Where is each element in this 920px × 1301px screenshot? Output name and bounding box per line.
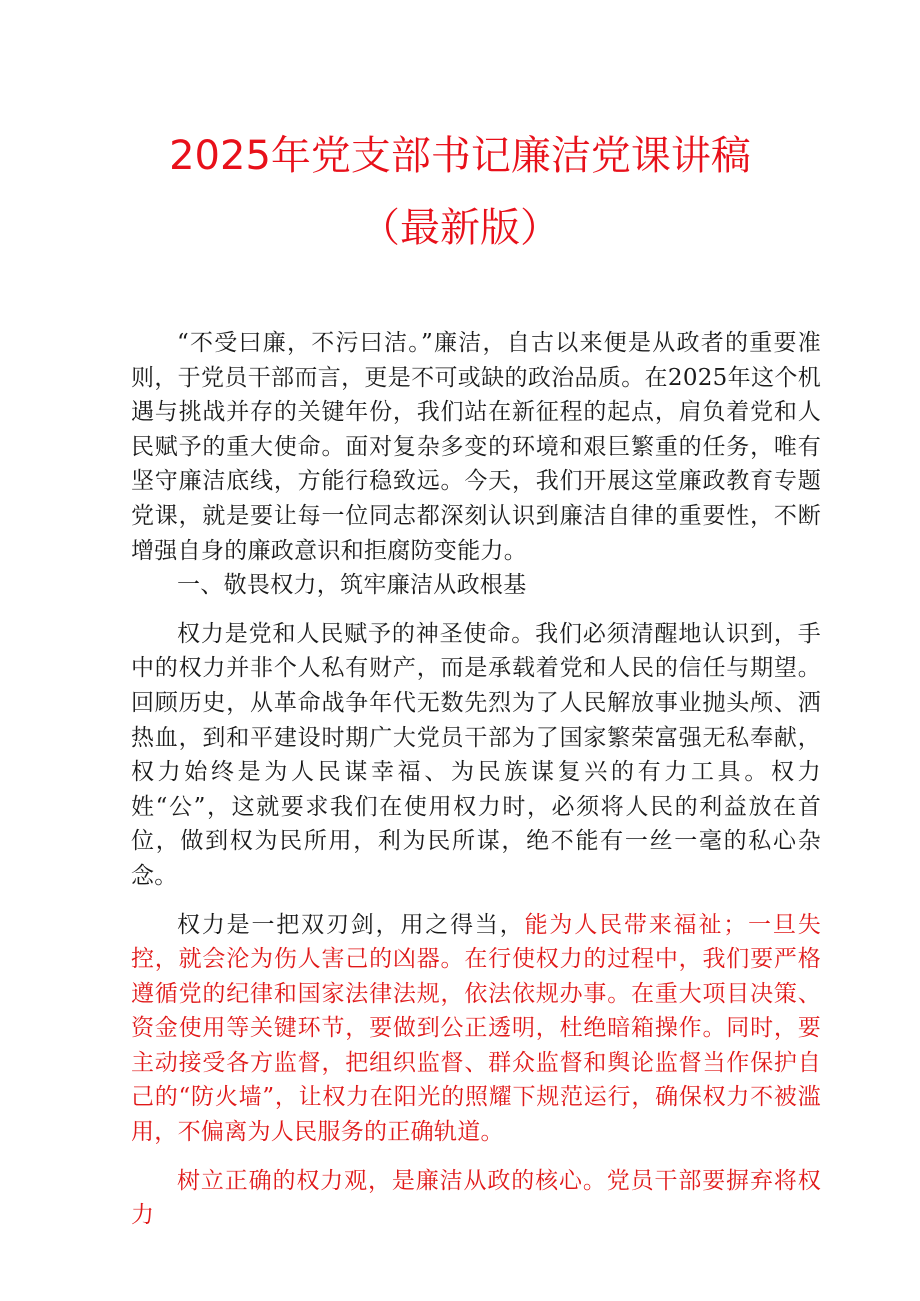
document-subtitle: （最新版） bbox=[360, 205, 560, 251]
document-body bbox=[131, 326, 821, 1233]
paragraph-power-view: 树立正确的权力观，是廉洁从政的核心。党员干部要摒弃将权力 bbox=[131, 1167, 821, 1229]
document-title: 2025年党支部书记廉洁党课讲稿 bbox=[169, 133, 751, 179]
paragraph-text-black: 权力是一把双刃剑，用之得当， bbox=[177, 911, 525, 938]
section-heading: 一、敬畏权力，筑牢廉洁从政根基 bbox=[177, 572, 527, 599]
paragraph-power-mission: 权力是党和人民赋予的神圣使命。我们必须清醒地认识到，手中的权力并非个人私有财产，而是承载着党和人民的信任与期望。回顾历史，从革命战争年代无数先烈为了人民解放事业抛头颅、洒热血，到和平建设时期广大党员干部为了国家繁荣富强无私奉献，权力始终是为人民谋幸福、为民族谋复兴的有力工具。权力姓“公”，这就要求我们在使用权力时，必须将人民的利益放在首位，做到权为民所用，利为民所谋，绝不能有一丝一毫的私心杂念。 bbox=[131, 620, 821, 889]
paragraph-text-red: 能为人民带来福祉；一旦失控，就会沦为伤人害己的凶器。在行使权力的过程中，我们要严格遵循党的纪律和国家法律法规，依法依规办事。在重大项目决策、资金使用等关键环节，要做到公正透明，杜绝暗箱操作。同时，要主动接受各方监督，把组织监督、群众监督和舆论监督当作保护自己的“防火墙”，让权力在阳光的照耀下规范运行，确保权力不被滥用，不偏离为人民服务的正确轨道。 bbox=[131, 911, 821, 1146]
intro-paragraph: “不受曰廉，不污曰洁。”廉洁，自古以来便是从政者的重要准则，于党员干部而言，更是不可或缺的政治品质。在2025年这个机遇与挑战并存的关键年份，我们站在新征程的起点，肩负着党和人民赋予的重大使命。面对复杂多变的环境和艰巨繁重的任务，唯有坚守廉洁底线，方能行稳致远。今天，我们开展这堂廉政教育专题党课，就是要让每一位同志都深刻认识到廉洁自律的重要性，不断增强自身的廉政意识和拒腐防变能力。 bbox=[131, 330, 821, 564]
paragraph-double-edged-sword bbox=[131, 908, 821, 1150]
